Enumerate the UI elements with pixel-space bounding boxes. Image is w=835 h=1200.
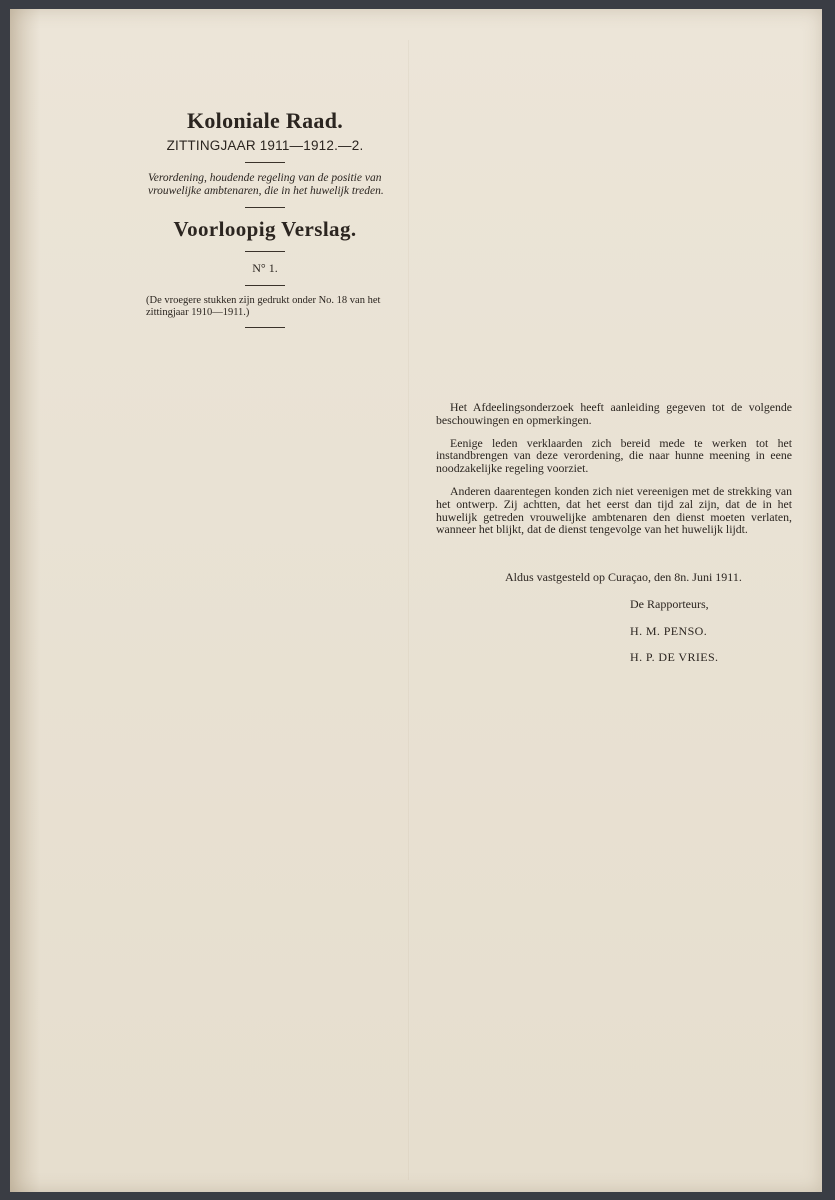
document-number: N° 1.: [252, 261, 278, 275]
paragraph: Het Afdeelingsonderzoek heeft aanleiding gegeven tot de volgende beschouwingen en opmerkingen.: [436, 400, 792, 427]
divider: [245, 285, 285, 286]
document-header: [130, 108, 400, 337]
paragraph: Eenige leden verklaarden zich bereid mede te werken tot het instandbrengen van deze verordening, die naar hunne meening in eene noodzakelijke regeling voorziet.: [436, 435, 792, 476]
rapporteur-name: H. P. DE VRIES.: [630, 650, 719, 664]
divider: [245, 327, 285, 328]
closing-line: Aldus vastgesteld op Curaçao, den 8n. Juni 1911.: [505, 570, 742, 584]
rapporteurs-heading: De Rapporteurs,: [630, 597, 709, 611]
divider: [245, 251, 285, 252]
divider: [245, 207, 285, 208]
divider: [245, 162, 285, 163]
ordinance-subject: Verordening, houdende regeling van de positie van vrouwelijke ambtenaren, die in het huwelijk treden.: [148, 172, 384, 197]
rapporteur-name: H. M. PENSO.: [630, 624, 708, 638]
report-body: [436, 401, 792, 546]
reference-note: (De vroegere stukken zijn gedrukt onder No. 18 van het zittingjaar 1910—1911.): [146, 295, 381, 318]
session-line: ZITTINGJAAR 1911—1912.—2.: [166, 138, 364, 153]
page-fold: [408, 40, 410, 1180]
paragraph: Anderen daarentegen konden zich niet vereenigen met de strekking van het ontwerp. Zij achtten, dat het eerst dan tijd zal zijn, dat de in het huwelijk getreden vrouwelijke ambtenaren den dienst moeten verlaten, wanneer het blijkt, dat de dienst tengevolge van het huwelijk lijdt.: [436, 483, 792, 537]
council-title: Koloniale Raad.: [186, 108, 344, 133]
page-edge-shadow: [10, 9, 40, 1192]
report-title: Voorloopig Verslag.: [173, 217, 357, 241]
